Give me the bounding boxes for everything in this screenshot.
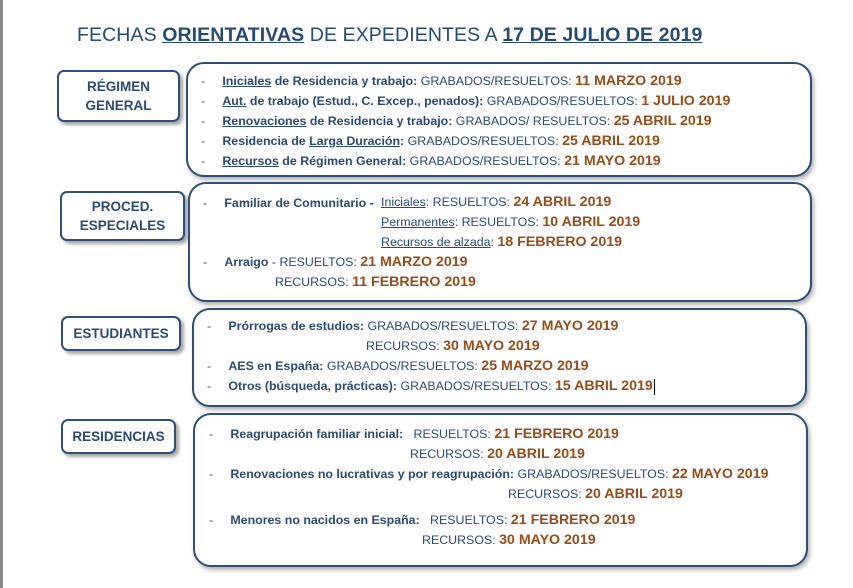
- row-residencias-reagrupacion: [209, 426, 619, 442]
- row-dash: -: [209, 513, 214, 527]
- row-status: :: [490, 235, 498, 249]
- row-status: GRABADOS/RESUELTOS:: [404, 134, 563, 148]
- row-status: : RESUELTOS:: [454, 215, 543, 229]
- row-date: 25 ABRIL 2019: [562, 133, 660, 149]
- row-estudiantes-prorrogas-recursos: [366, 338, 540, 354]
- window-left-edge: [0, 0, 3, 588]
- row-date: 11 FEBRERO 2019: [352, 274, 476, 290]
- row-subject: Arraigo: [224, 255, 269, 269]
- title-prefix: FECHAS: [77, 24, 163, 46]
- row-status: GRABADOS/RESUELTOS:: [417, 74, 576, 88]
- row-date: 15 ABRIL 2019: [554, 378, 653, 394]
- row-estudiantes-otros: [207, 378, 655, 395]
- label-proced-line2: ESPECIALES: [79, 218, 166, 233]
- row-status: RESUELTOS:: [419, 513, 511, 527]
- row-status: RECURSOS:: [410, 447, 488, 461]
- row-subject: Permanentes: [381, 215, 455, 229]
- row-date: 30 MAYO 2019: [499, 532, 596, 548]
- row-regimen-renovaciones: [201, 113, 712, 129]
- row-estudiantes-prorrogas: [207, 318, 618, 334]
- row-subject-rest: de Residencia y trabajo:: [306, 114, 453, 128]
- label-estudiantes: [61, 316, 181, 351]
- label-proced-especiales: [60, 191, 185, 241]
- row-date: 30 MAYO 2019: [443, 338, 540, 354]
- row-estudiantes-aes: [207, 358, 589, 374]
- row-dash: -: [203, 196, 208, 210]
- row-subject: Iniciales: [381, 195, 426, 209]
- row-status: GRABADOS/RESUELTOS:: [406, 154, 565, 168]
- row-date: 25 ABRIL 2019: [613, 113, 712, 129]
- row-residencias-renovaciones: [209, 466, 768, 482]
- row-dash: -: [201, 114, 206, 128]
- row-regimen-recursos: [201, 153, 661, 169]
- page-title: [77, 24, 702, 47]
- row-date: 11 MARZO 2019: [575, 73, 682, 89]
- row-date: 21 MAYO 2019: [564, 153, 661, 169]
- row-status: GRABADOS/RESUELTOS:: [397, 379, 555, 393]
- row-residencias-menores: [209, 512, 635, 528]
- row-subject: Larga Duración: [309, 134, 401, 148]
- row-date: 18 FEBRERO 2019: [497, 234, 622, 250]
- row-subject: Otros (búsqueda, prácticas):: [228, 379, 398, 393]
- row-date: 1 JULIO 2019: [641, 93, 731, 109]
- row-date: 21 MARZO 2019: [360, 254, 468, 270]
- row-residencias-reagrupacion-recursos: [410, 446, 585, 462]
- row-status: : RESUELTOS:: [425, 195, 514, 209]
- row-proced-permanentes: [381, 214, 640, 230]
- row-status: GRABADOS/RESUELTOS:: [514, 467, 672, 481]
- row-status: RECURSOS:: [422, 533, 500, 547]
- row-dash: -: [203, 255, 208, 269]
- row-status: GRABADOS/RESUELTOS:: [323, 359, 482, 373]
- row-dash: -: [207, 379, 212, 393]
- row-subject: Menores no nacidos en España:: [230, 513, 420, 527]
- row-dash: -: [207, 319, 212, 333]
- row-residencias-menores-recursos: [422, 532, 596, 548]
- row-date: 20 ABRIL 2019: [487, 446, 585, 462]
- row-dash: -: [201, 74, 206, 88]
- row-subject: AES en España:: [228, 359, 324, 373]
- row-dash: -: [201, 134, 206, 148]
- row-proced-arraigo: [203, 254, 468, 270]
- row-date: 22 MAYO 2019: [671, 466, 769, 482]
- row-residencias-renovaciones-recursos: [508, 486, 683, 502]
- row-regimen-aut-trabajo: [201, 93, 730, 109]
- row-dash: -: [201, 94, 206, 108]
- row-date: 25 MARZO 2019: [481, 358, 589, 374]
- row-subject-rest: de Residencia y trabajo:: [271, 74, 418, 88]
- label-regimen-line2: GENERAL: [85, 98, 152, 113]
- row-status: RECURSOS:: [508, 487, 586, 501]
- title-date: 17 DE JULIO DE 2019: [502, 24, 703, 46]
- row-dash: -: [201, 154, 206, 168]
- row-status: RESUELTOS:: [403, 427, 495, 441]
- label-proced-line1: PROCED.: [91, 199, 154, 214]
- label-regimen-general: [57, 70, 180, 122]
- row-status: GRABADOS/RESUELTOS:: [364, 319, 522, 333]
- label-estudiantes-text: ESTUDIANTES: [73, 326, 169, 341]
- row-subject-rest: de Régimen General:: [278, 154, 407, 168]
- row-status: RECURSOS:: [275, 275, 353, 289]
- row-proced-familiar: [203, 195, 374, 211]
- label-residencias: [61, 419, 176, 454]
- row-proced-recursos-alzada: [381, 234, 622, 250]
- row-dash: -: [207, 359, 212, 373]
- title-middle: DE EXPEDIENTES A: [304, 24, 503, 46]
- row-status: GRABADOS/RESUELTOS:: [483, 94, 642, 108]
- label-residencias-text: RESIDENCIAS: [72, 429, 165, 444]
- row-date: 27 MAYO 2019: [521, 318, 619, 334]
- row-subject: Recursos: [222, 154, 279, 168]
- row-proced-iniciales: [381, 194, 611, 210]
- text-cursor: [654, 379, 655, 395]
- row-subject: Prórrogas de estudios:: [228, 319, 364, 333]
- title-emphasis-orientativas: ORIENTATIVAS: [162, 24, 305, 46]
- row-proced-arraigo-recursos: [275, 274, 476, 290]
- row-subject-prefix: Residencia de: [222, 134, 310, 148]
- row-subject: Aut.: [222, 94, 247, 108]
- row-dash: -: [209, 427, 214, 441]
- row-subject: Renovaciones no lucrativas y por reagrupación:: [230, 467, 515, 481]
- row-subject: Familiar de Comunitario -: [224, 196, 374, 210]
- row-status: - RESUELTOS:: [268, 255, 361, 269]
- row-subject: Renovaciones: [222, 114, 307, 128]
- row-subject: Reagrupación familiar inicial:: [230, 427, 404, 441]
- row-subject: Recursos de alzada: [381, 235, 491, 249]
- row-regimen-iniciales: [201, 73, 682, 89]
- row-date: 21 FEBRERO 2019: [494, 426, 619, 442]
- row-regimen-larga-duracion: [201, 133, 660, 149]
- row-date: 21 FEBRERO 2019: [510, 512, 636, 528]
- row-date: 20 ABRIL 2019: [585, 486, 683, 502]
- label-regimen-line1: RÉGIMEN: [86, 79, 150, 94]
- row-date: 24 ABRIL 2019: [513, 194, 612, 210]
- row-subject: Iniciales: [222, 74, 272, 88]
- row-date: 10 ABRIL 2019: [542, 214, 641, 230]
- row-status: RECURSOS:: [366, 339, 444, 353]
- row-subject-rest: :: [400, 134, 405, 148]
- row-subject-rest: de trabajo (Estud., C. Excep., penados):: [246, 94, 484, 108]
- row-dash: -: [209, 467, 214, 481]
- row-status: GRABADOS/ RESUELTOS:: [452, 114, 614, 128]
